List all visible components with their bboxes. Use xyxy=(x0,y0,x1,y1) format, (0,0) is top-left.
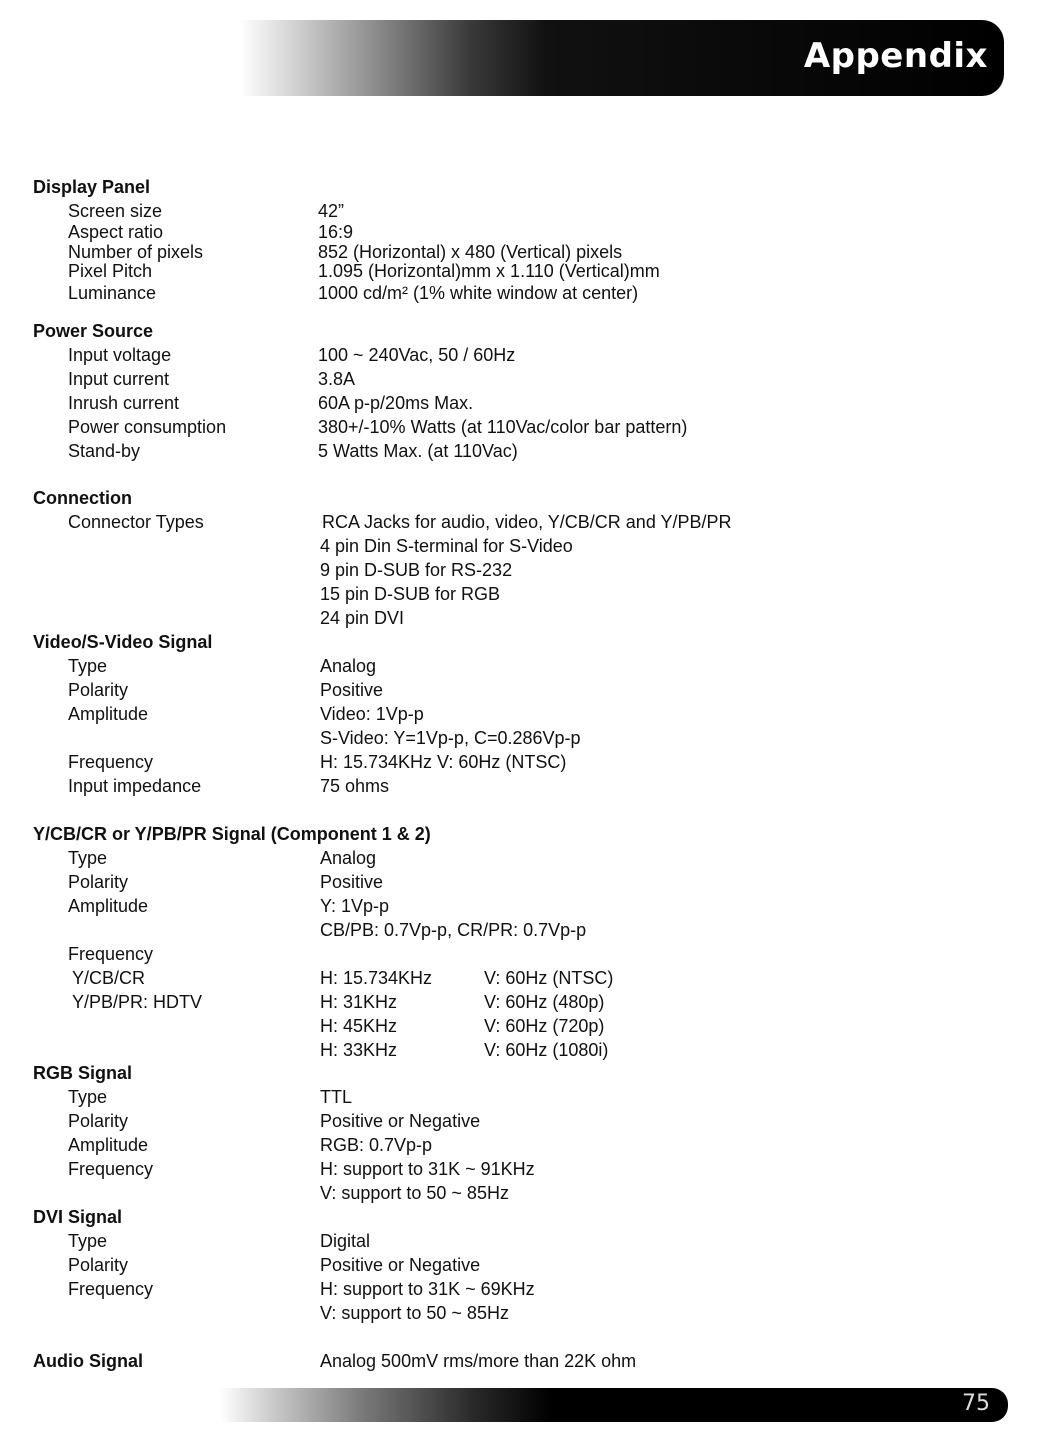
spec-label: Frequency xyxy=(68,944,154,964)
spec-value: Positive or Negative xyxy=(320,1111,481,1131)
spec-value: Positive xyxy=(320,680,384,700)
spec-value: 100 ~ 240Vac, 50 / 60Hz xyxy=(318,345,516,365)
section-title-component-signal: Y/CB/CR or Y/PB/PR Signal (Component 1 & 2) xyxy=(33,824,431,844)
spec-sublabel: Y/PB/PR: HDTV xyxy=(72,992,203,1012)
spec-label: Polarity xyxy=(68,1111,129,1131)
freq-v: V: 60Hz (NTSC) xyxy=(484,968,614,988)
footer-bar xyxy=(220,1388,1008,1422)
spec-value: TTL xyxy=(320,1087,353,1107)
spec-value: 16:9 xyxy=(318,222,354,242)
freq-v: V: 60Hz (1080i) xyxy=(484,1040,609,1060)
freq-v: V: 60Hz (720p) xyxy=(484,1016,605,1036)
spec-label: Polarity xyxy=(68,680,129,700)
spec-value: CB/PB: 0.7Vp-p, CR/PR: 0.7Vp-p xyxy=(320,920,587,940)
spec-sublabel: Y/CB/CR xyxy=(72,968,146,988)
section-title-connection: Connection xyxy=(33,488,132,508)
spec-value: H: 15.734KHz V: 60Hz (NTSC) xyxy=(320,752,567,772)
spec-value: 1000 cd/m² (1% white window at center) xyxy=(318,283,639,303)
spec-value: 5 Watts Max. (at 110Vac) xyxy=(318,441,518,461)
spec-value: Positive xyxy=(320,872,384,892)
spec-label: Input impedance xyxy=(68,776,202,796)
spec-value: 4 pin Din S-terminal for S-Video xyxy=(320,536,573,556)
spec-value: 380+/-10% Watts (at 110Vac/color bar pattern) xyxy=(318,417,688,437)
spec-value: RGB: 0.7Vp-p xyxy=(320,1135,433,1155)
spec-value: Analog xyxy=(320,656,377,676)
section-title-audio-signal: Audio Signal xyxy=(33,1351,143,1371)
spec-value: 42” xyxy=(318,201,345,221)
spec-value: 9 pin D-SUB for RS-232 xyxy=(320,560,513,580)
spec-value: V: support to 50 ~ 85Hz xyxy=(320,1183,509,1203)
spec-label: Input voltage xyxy=(68,345,172,365)
spec-label: Screen size xyxy=(68,201,163,221)
spec-label: Type xyxy=(68,656,108,676)
section-title-video-signal: Video/S-Video Signal xyxy=(33,632,213,652)
spec-value: 852 (Horizontal) x 480 (Vertical) pixels xyxy=(318,242,623,262)
spec-label: Connector Types xyxy=(68,512,204,532)
spec-label: Inrush current xyxy=(68,393,180,413)
spec-value: H: support to 31K ~ 69KHz xyxy=(320,1279,535,1299)
freq-h: H: 15.734KHz xyxy=(320,968,433,988)
spec-label: Polarity xyxy=(68,872,129,892)
spec-label: Frequency xyxy=(68,752,154,772)
freq-h: H: 33KHz xyxy=(320,1040,398,1060)
spec-value: S-Video: Y=1Vp-p, C=0.286Vp-p xyxy=(320,728,581,748)
section-title-display-panel: Display Panel xyxy=(33,177,151,197)
spec-label: Amplitude xyxy=(68,896,149,916)
spec-value: Positive or Negative xyxy=(320,1255,481,1275)
spec-value: H: support to 31K ~ 91KHz xyxy=(320,1159,535,1179)
spec-label: Amplitude xyxy=(68,704,149,724)
page-number: 75 xyxy=(962,1391,990,1416)
spec-value: Video: 1Vp-p xyxy=(320,704,424,724)
spec-label: Frequency xyxy=(68,1279,154,1299)
spec-label: Number of pixels xyxy=(68,242,204,262)
spec-value: Digital xyxy=(320,1231,371,1251)
spec-value: 3.8A xyxy=(318,369,356,389)
spec-value: Y: 1Vp-p xyxy=(320,896,390,916)
spec-label: Power consumption xyxy=(68,417,227,437)
spec-value: Analog 500mV rms/more than 22K ohm xyxy=(320,1351,637,1371)
spec-label: Stand-by xyxy=(68,441,141,461)
spec-value: 15 pin D-SUB for RGB xyxy=(320,584,501,604)
spec-value: 24 pin DVI xyxy=(320,608,405,628)
spec-label: Type xyxy=(68,848,108,868)
spec-label: Frequency xyxy=(68,1159,154,1179)
spec-value: 60A p-p/20ms Max. xyxy=(318,393,474,413)
section-title-dvi-signal: DVI Signal xyxy=(33,1207,123,1227)
freq-h: H: 31KHz xyxy=(320,992,398,1012)
spec-label: Pixel Pitch xyxy=(68,261,153,281)
spec-value: Analog xyxy=(320,848,377,868)
freq-h: H: 45KHz xyxy=(320,1016,398,1036)
freq-v: V: 60Hz (480p) xyxy=(484,992,605,1012)
spec-label: Aspect ratio xyxy=(68,222,164,242)
section-title-rgb-signal: RGB Signal xyxy=(33,1063,133,1083)
spec-value: 75 ohms xyxy=(320,776,390,796)
spec-value: RCA Jacks for audio, video, Y/CB/CR and Y/PB/PR xyxy=(322,512,732,532)
page-title: Appendix xyxy=(803,36,988,76)
spec-value: 1.095 (Horizontal)mm x 1.110 (Vertical)mm xyxy=(318,261,660,281)
spec-label: Amplitude xyxy=(68,1135,149,1155)
spec-label: Type xyxy=(68,1087,108,1107)
spec-label: Polarity xyxy=(68,1255,129,1275)
spec-label: Luminance xyxy=(68,283,157,303)
spec-label: Type xyxy=(68,1231,108,1251)
section-title-power-source: Power Source xyxy=(33,321,154,341)
spec-label: Input current xyxy=(68,369,170,389)
spec-value: V: support to 50 ~ 85Hz xyxy=(320,1303,509,1323)
